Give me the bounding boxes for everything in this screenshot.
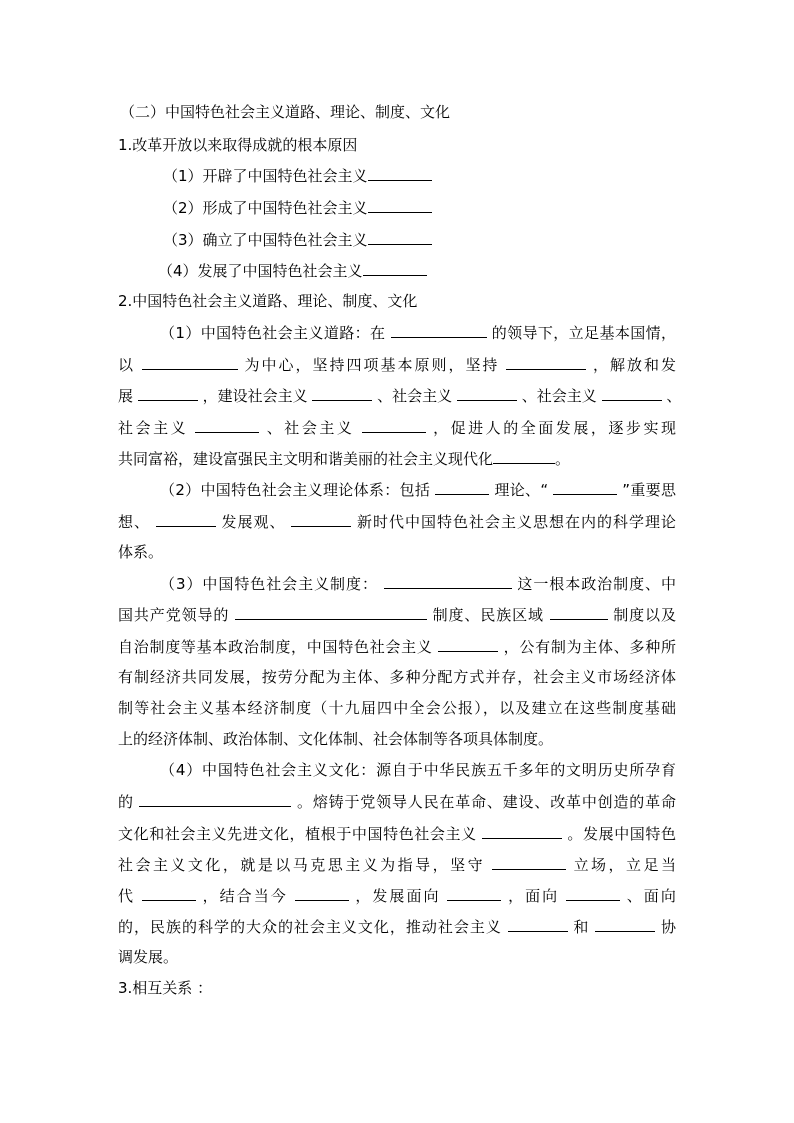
fill-blank[interactable] <box>139 791 291 807</box>
fill-blank[interactable] <box>508 916 568 932</box>
fill-blank[interactable] <box>295 885 349 901</box>
fill-blank[interactable] <box>482 823 562 839</box>
fill-blank[interactable] <box>550 604 608 620</box>
fill-blank[interactable] <box>384 573 512 589</box>
fill-blank[interactable] <box>156 511 216 527</box>
fill-blank[interactable] <box>362 417 426 433</box>
fill-blank[interactable] <box>291 511 351 527</box>
question-3-title: 3.相互关系 ： <box>118 979 213 997</box>
question-1-title: 1.改革开放以来取得成就的根本原因 <box>118 136 358 154</box>
section-heading: （二）中国特色社会主义道路、理论、制度、文化 <box>120 103 451 121</box>
question-1-item-1: （1）开辟了中国特色社会主义 <box>163 165 432 186</box>
culture-line-2: 的 。熔铸于党领导人民在革命、建设、改革中创造的革命 <box>118 793 676 811</box>
theory-line-1: （2）中国特色社会主义理论体系：包括 理论、“ ”重要思 <box>160 481 676 499</box>
road-line-5: 共同富裕，建设富强民主文明和谐美丽的社会主义现代化 。 <box>118 450 571 468</box>
system-line-3: 自治制度等基本政治制度，中国特色社会主义 ，公有制为主体、多种所 <box>118 638 676 656</box>
question-1-item-4: （4）发展了中国特色社会主义 <box>158 260 427 281</box>
system-line-1: （3）中国特色社会主义制度： 这一根本政治制度、中 <box>160 575 676 593</box>
fill-blank[interactable] <box>368 229 432 245</box>
fill-blank[interactable] <box>438 636 498 652</box>
road-line-3: 展 ，建设社会主义 、社会主义 、社会主义 、 <box>118 387 682 405</box>
fill-blank[interactable] <box>595 916 655 932</box>
system-line-5: 制等社会主义基本经济制度（十九届四中全会公报），以及建立在这些制度基础 <box>118 699 676 717</box>
culture-line-7: 调发展。 <box>118 948 179 966</box>
fill-blank[interactable] <box>566 885 620 901</box>
fill-blank[interactable] <box>368 197 432 213</box>
theory-line-3: 体系。 <box>118 543 164 561</box>
fill-blank[interactable] <box>235 604 427 620</box>
road-line-2: 以 为中心，坚持四项基本原则，坚持 ，解放和发 <box>118 356 676 374</box>
fill-blank[interactable] <box>493 448 555 464</box>
fill-blank[interactable] <box>447 885 501 901</box>
system-line-6: 上的经济体制、政治体制、文化体制、社会体制等各项具体制度。 <box>118 730 554 748</box>
culture-line-4: 社会主义文化，就是以马克思主义为指导，坚守 立场，立足当 <box>118 856 676 874</box>
fill-blank[interactable] <box>391 322 487 338</box>
fill-blank[interactable] <box>506 354 586 370</box>
fill-blank[interactable] <box>435 479 489 495</box>
culture-line-6: 的，民族的科学的大众的社会主义文化，推动社会主义 和 协 <box>118 918 676 936</box>
system-line-4: 有制经济共同发展，按劳分配为主体、多种分配方式并存，社会主义市场经济体 <box>118 668 676 686</box>
culture-line-5: 代 ，结合当今 ，发展面向 ，面向 、面向 <box>118 887 676 905</box>
fill-blank[interactable] <box>553 479 617 495</box>
culture-line-3: 文化和社会主义先进文化，植根于中国特色社会主义 。发展中国特色 <box>118 825 676 843</box>
system-line-2: 国共产党领导的 制度、民族区域 制度以及 <box>118 606 676 624</box>
fill-blank[interactable] <box>138 385 198 401</box>
theory-line-2: 想、 发展观、 新时代中国特色社会主义思想在内的科学理论 <box>118 513 676 531</box>
question-1-item-2: （2）形成了中国特色社会主义 <box>163 197 432 218</box>
fill-blank[interactable] <box>312 385 372 401</box>
fill-blank[interactable] <box>602 385 662 401</box>
question-2-title: 2.中国特色社会主义道路、理论、制度、文化 <box>118 292 418 310</box>
fill-blank[interactable] <box>142 354 238 370</box>
question-1-item-3: （3）确立了中国特色社会主义 <box>163 229 432 250</box>
fill-blank[interactable] <box>363 260 427 276</box>
fill-blank[interactable] <box>142 885 196 901</box>
fill-blank[interactable] <box>492 854 566 870</box>
fill-blank[interactable] <box>457 385 517 401</box>
road-line-4: 社会主义 、社会主义 ，促进人的全面发展，逐步实现 <box>118 419 676 437</box>
fill-blank[interactable] <box>368 165 432 181</box>
road-line-1: （1）中国特色社会主义道路：在 的领导下，立足基本国情， <box>160 324 676 342</box>
fill-blank[interactable] <box>195 417 259 433</box>
culture-line-1: （4）中国特色社会主义文化：源自于中华民族五千多年的文明历史所孕育 <box>160 761 676 779</box>
